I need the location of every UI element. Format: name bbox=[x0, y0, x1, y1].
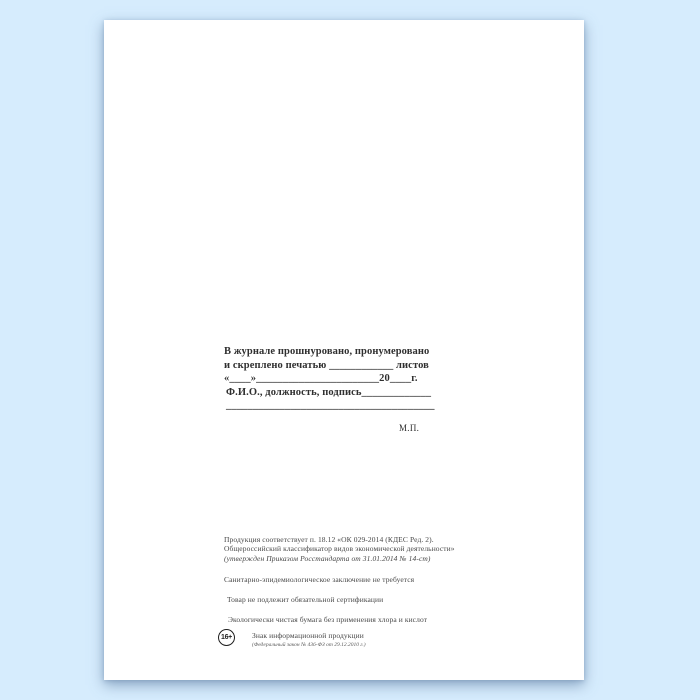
stamp-line-sealed-sheets: и скреплено печатью ____________ листов bbox=[224, 359, 429, 371]
stamp-line-date: «____»_______________________20____г. bbox=[224, 373, 418, 385]
stamp-line-bound-numbered: В журнале прошнуровано, пронумеровано bbox=[224, 346, 430, 357]
product-compliance-note bbox=[224, 535, 455, 563]
sanitary-note: Санитарно-эпидемиологическое заключение не требуется bbox=[224, 575, 415, 584]
journal-back-page bbox=[104, 20, 584, 680]
compliance-line-okved: Продукция соответствует п. 18.12 «ОК 029-2014 (КДЕС Ред. 2). bbox=[224, 535, 434, 544]
age-rating-16plus-icon: 16+ bbox=[218, 629, 235, 646]
info-sign-law-reference: (Федеральный закон № 436-ФЗ от 29.12.2010 г.) bbox=[252, 641, 366, 648]
stamp-line-name-position-signature: Ф.И.О., должность, подпись_____________ bbox=[226, 386, 432, 398]
stamp-line-signature-rule: _______________________________________ bbox=[226, 400, 435, 412]
age-rating-row bbox=[218, 629, 366, 648]
seal-place-mark: М.П. bbox=[399, 423, 420, 433]
ecology-note: Экологически чистая бумага без применения хлора и кислот bbox=[228, 615, 428, 624]
info-sign-title: Знак информационной продукции bbox=[252, 631, 364, 640]
compliance-line-order: (утвержден Приказом Росстандарта от 31.01.2014 № 14-ст) bbox=[224, 553, 431, 563]
certification-note: Товар не подлежит обязательной сертификации bbox=[227, 595, 384, 604]
compliance-line-classifier: Общероссийский классификатор видов экономической деятельности» bbox=[224, 544, 455, 554]
info-sign-text bbox=[252, 629, 366, 648]
binding-certification-block bbox=[224, 345, 449, 413]
